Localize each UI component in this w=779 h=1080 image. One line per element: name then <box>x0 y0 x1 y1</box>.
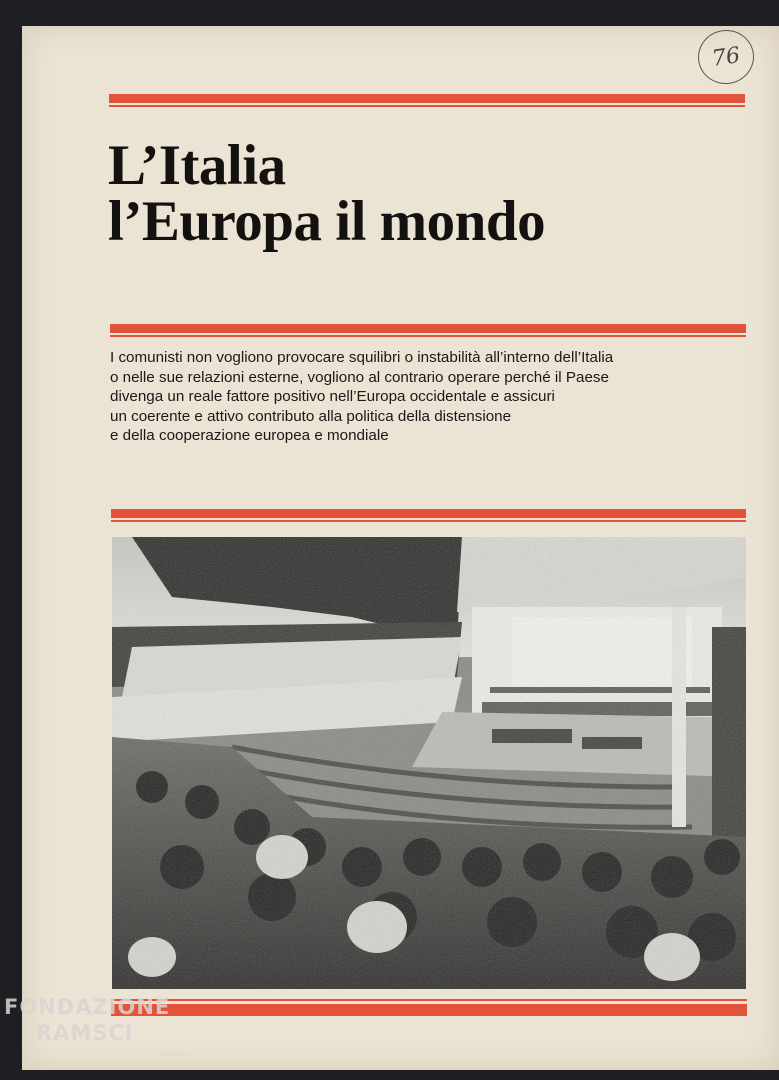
intro-line: o nelle sue relazioni esterne, vogliono al contrario operare perché il Paese <box>110 368 609 386</box>
document-page <box>22 26 779 1070</box>
intro-line: e della cooperazione europea e mondiale <box>110 427 389 444</box>
intro-paragraph <box>110 348 750 446</box>
watermark-line-2: RAMSCI <box>36 1021 134 1045</box>
handwritten-page-number: 76 <box>695 26 758 87</box>
headline <box>108 134 546 253</box>
headline-line-1: L’Italia <box>108 134 286 197</box>
bottom-red-stripe <box>111 999 747 1017</box>
intro-line: divenga un reale fattore positivo nell’Europa occidentale e assicuri <box>110 388 555 405</box>
intro-line: I comunisti non vogliono provocare squilibri o instabilità all’interno dell’Italia <box>110 349 614 366</box>
assembly-hall-illustration <box>112 537 746 989</box>
photo-top-red-stripe <box>111 509 746 523</box>
middle-red-stripe <box>110 324 746 338</box>
headline-line-2: l’Europa il mondo <box>108 190 546 253</box>
intro-line: un coerente e attivo contributo alla politica della distensione <box>110 407 512 425</box>
watermark-line-3: onlus <box>160 1049 187 1059</box>
assembly-hall-photo <box>112 537 746 989</box>
top-red-stripe <box>109 94 745 108</box>
watermark-line-1: FONDAZIONE <box>4 995 171 1019</box>
